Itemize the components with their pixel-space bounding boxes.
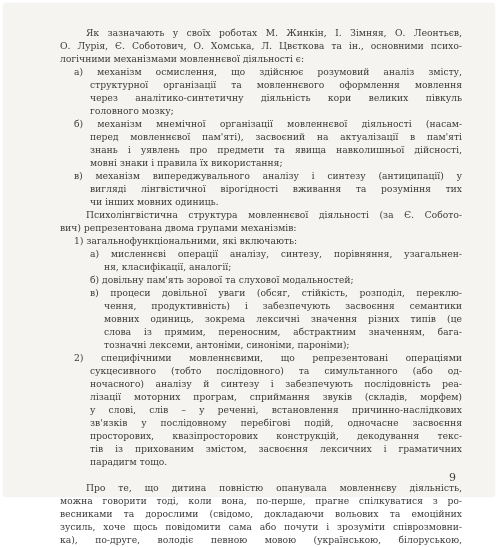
text-line: чи інших мовних одиниць. (90, 197, 219, 208)
text-line: в) механізм випереджувального аналізу і синтезу (антиципації) у (74, 171, 462, 182)
text-line: мовних одиниць, зокрема лексичні значення різних типів (це (104, 314, 462, 325)
text-line: структурної організації та мовленнєвого оформлення мовлення (90, 80, 462, 91)
text-line: просторових, квазіпросторових конструкцій, декодування текс- (90, 431, 462, 442)
text-line: у слові, слів – у реченні, встановлення причинно-наслідкових (90, 405, 462, 416)
text-line: зв'язків у послідовному перебігові подій, одночасне засвоєння (90, 418, 462, 429)
text-line: парадигм тощо. (90, 457, 168, 468)
text-line: сукцесивного (тобто послідовного) та симультанного (або од- (90, 366, 462, 377)
book-page (4, 4, 494, 546)
text-line: а) механізм осмислення, що здійснює розумовий аналіз змісту, (74, 67, 462, 78)
page-body (60, 27, 462, 547)
text-line: О. Лурія, Є. Соботович, О. Хомська, Л. Цвєткова та ін., основними психо- (60, 41, 462, 52)
text-line: головного мозку; (90, 106, 174, 117)
text-line: тів із прихованим змістом, засвоєння лексичних і граматичних (90, 444, 462, 455)
group1-list (60, 235, 462, 352)
text-line: в) процеси довільної уваги (обсяг, стійкість, розподіл, переклю- (90, 288, 462, 299)
text-line: вигляді лінгвістичної вірогідності вживання та розуміння тих (90, 184, 462, 195)
text-line: а) мисленнєві операції аналізу, синтезу, порівняння, узагальнен- (90, 249, 462, 260)
text-line: лізації моторних програм, сприймання звуків (складів, морфем) (90, 392, 462, 403)
text-line: 1) загальнофункціональними, які включають: (74, 236, 298, 247)
text-line: зусиль, хоче щось повідомити сама або почути і зрозуміти співрозмовни- (60, 522, 462, 533)
mastery-paragraph (60, 482, 462, 547)
text-line: 2) специфічними мовленнєвими, що репрезентовані операціями (74, 353, 462, 364)
text-line: б) механізм мнемічної організації мовленнєвої діяльності (насам- (74, 119, 462, 130)
text-line: ночасного) аналізу й синтезу і забезпечують послідовність реа- (90, 379, 462, 390)
text-line: ка), по-друге, володіє певною мовою (українською, білоруською, (60, 535, 462, 546)
structure-paragraph (60, 209, 462, 235)
list-item-c (60, 170, 462, 209)
text-line: тозначні лексеми, антоніми, синоніми, пароніми); (104, 340, 350, 351)
text-line: Психолінгвістична структура мовленнєвої діяльності (за Є. Собото- (86, 210, 462, 221)
text-line: чення, продуктивність) і забезпечують засвоєння семантики (104, 301, 462, 312)
text-line: знань і уявлень про предмети та явища навколишньої дійсності, (90, 145, 462, 156)
text-line: слова із прямим, переносним, абстрактним значенням, бага- (104, 327, 462, 338)
group2-list (60, 352, 462, 469)
text-line: вич) репрезентована двома групами механізмів: (60, 223, 297, 234)
text-line: через аналітико-синтетичну діяльність кори великих півкуль (90, 93, 462, 104)
list-item-b (60, 118, 462, 170)
text-line: Про те, що дитина повністю опанувала мовленнєву діяльність, (86, 483, 462, 494)
list-item-a (60, 66, 462, 118)
text-line: весниками та дорослими (свідомо, докладаючи вольових та емоційних (60, 509, 462, 520)
text-line: логічними механізмами мовленнєвої діяльності є: (60, 54, 305, 65)
intro-paragraph (60, 27, 462, 66)
text-line: Як зазначають у своїх роботах М. Жинкін, І. Зімняя, О. Леонтьєв, (86, 28, 462, 39)
text-line: ня, класифікації, аналогії; (104, 262, 232, 273)
text-line: перед мовленнєвої пам'яті), засвоєний на актуалізації в пам'яті (90, 132, 462, 143)
text-line: можна говорити тоді, коли вона, по-перше, прагне спілкуватися з ро- (60, 496, 462, 507)
text-line: мовні знаки і правила їх використання; (90, 158, 283, 169)
page-number: 9 (449, 471, 456, 484)
text-line: б) довільну пам'ять зорової та слухової модальностей; (90, 275, 354, 286)
